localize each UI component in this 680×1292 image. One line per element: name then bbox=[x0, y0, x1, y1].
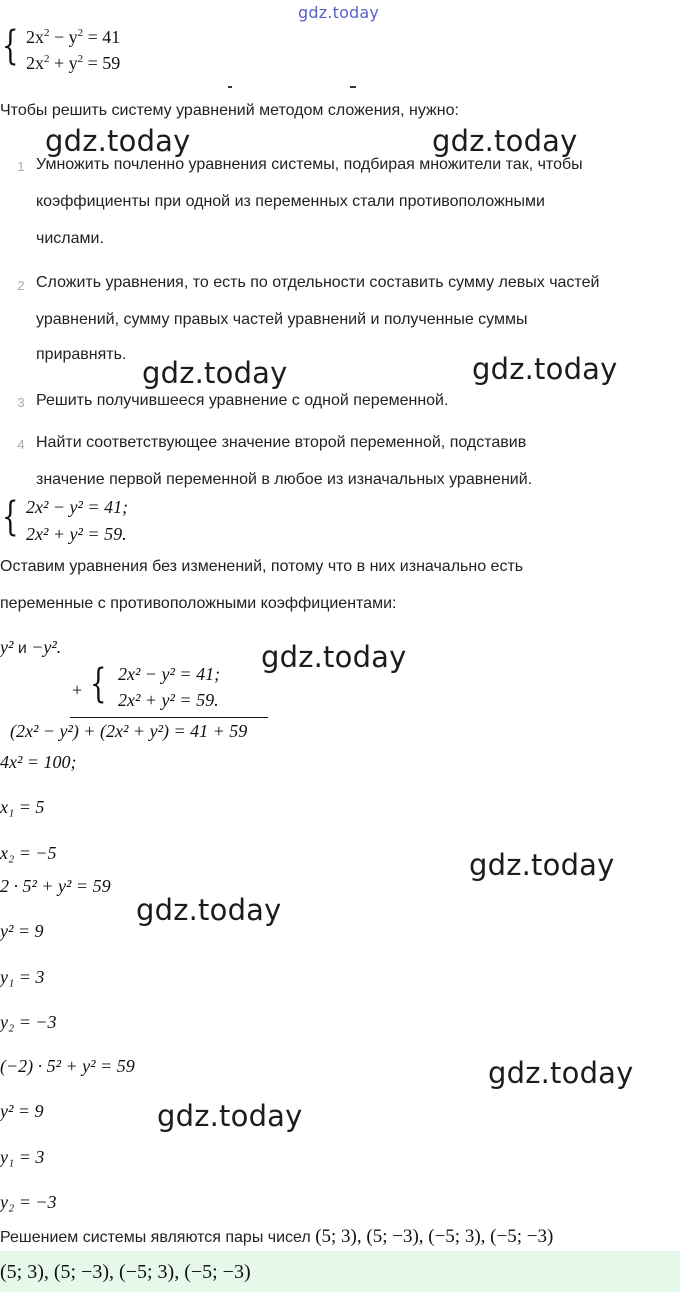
watermark: gdz.today bbox=[469, 848, 615, 882]
equation-line: y₁ = 3 bbox=[0, 967, 45, 987]
explain-text: Оставим уравнения без изменений, потому что в них изначально есть bbox=[0, 558, 524, 575]
watermark: gdz.today bbox=[488, 1056, 634, 1090]
explain-text: переменные с противоположными коэффициентами: bbox=[0, 595, 397, 612]
system1-eq2: $2x^2 + y^2 = 59$ bbox=[26, 53, 121, 73]
system-brace: { bbox=[2, 23, 19, 69]
system3-eq2: 2x² + y² = 59. bbox=[118, 690, 219, 710]
equation-line: y₁ = 3 bbox=[0, 1147, 45, 1167]
sum-divider bbox=[70, 717, 268, 718]
step-text: Сложить уравнения, то есть по отдельности составить сумму левых частей bbox=[36, 274, 600, 291]
cropped-mark bbox=[350, 86, 356, 88]
equation-line: 2 · 5² + y² = 59 bbox=[0, 876, 111, 896]
step-text: Умножить почленно уравнения системы, подбирая множители так, чтобы bbox=[36, 156, 583, 173]
system2-eq1: 2x² − y² = 41; bbox=[26, 497, 129, 517]
watermark-top: gdz.today bbox=[298, 3, 380, 22]
watermark: gdz.today bbox=[142, 356, 288, 390]
equation-line: 4x² = 100; bbox=[0, 752, 77, 772]
watermark: gdz.today bbox=[432, 124, 578, 158]
conclusion-math: (5; 3), (5; −3), (−5; 3), (−5; −3) bbox=[315, 1226, 554, 1247]
system-brace: { bbox=[90, 661, 107, 707]
equation-line: (−2) · 5² + y² = 59 bbox=[0, 1056, 135, 1076]
step-number: 1 bbox=[17, 159, 25, 174]
step-text: приравнять. bbox=[36, 346, 127, 363]
step-text: Найти соответствующее значение второй переменной, подставив bbox=[36, 434, 527, 451]
opposite-terms: y² и −y². bbox=[0, 637, 62, 657]
equation-line: x₂ = −5 bbox=[0, 843, 57, 863]
system3-eq1: 2x² − y² = 41; bbox=[118, 664, 221, 684]
step-text: значение первой переменной в любое из изначальных уравнений. bbox=[36, 471, 533, 488]
watermark: gdz.today bbox=[261, 640, 407, 674]
equation-line: x₁ = 5 bbox=[0, 797, 45, 817]
system2-eq2: 2x² + y² = 59. bbox=[26, 524, 127, 544]
equation-line: y² = 9 bbox=[0, 1101, 44, 1121]
step-text: уравнений, сумму правых частей уравнений и полученные суммы bbox=[36, 311, 528, 328]
equation-line: y₂ = −3 bbox=[0, 1012, 57, 1032]
system1-eq1: $2x^2 - y^2 = 41$ bbox=[26, 27, 121, 47]
conclusion-text: Решением системы являются пары чисел bbox=[0, 1229, 311, 1246]
equation-line: y₂ = −3 bbox=[0, 1192, 57, 1212]
watermark: gdz.today bbox=[136, 893, 282, 927]
watermark: gdz.today bbox=[157, 1099, 303, 1133]
step-number: 3 bbox=[17, 395, 25, 410]
intro-text: Чтобы решить систему уравнений методом сложения, нужно: bbox=[0, 102, 459, 119]
step-text: числами. bbox=[36, 230, 104, 247]
watermark: gdz.today bbox=[472, 352, 618, 386]
plus-sign: + bbox=[72, 680, 83, 700]
equation-line: y² = 9 bbox=[0, 921, 44, 941]
answer-text: (5; 3), (5; −3), (−5; 3), (−5; −3) bbox=[0, 1261, 251, 1283]
sum-line: (2x² − y²) + (2x² + y²) = 41 + 59 bbox=[10, 721, 248, 741]
conclusion bbox=[0, 1226, 553, 1248]
step-number: 4 bbox=[17, 437, 25, 452]
step-text: Решить получившееся уравнение с одной переменной. bbox=[36, 392, 449, 409]
step-text: коэффициенты при одной из переменных стали противоположными bbox=[36, 193, 545, 210]
watermark: gdz.today bbox=[45, 124, 191, 158]
system-brace: { bbox=[2, 494, 19, 540]
cropped-mark bbox=[228, 86, 232, 88]
step-number: 2 bbox=[17, 278, 25, 293]
